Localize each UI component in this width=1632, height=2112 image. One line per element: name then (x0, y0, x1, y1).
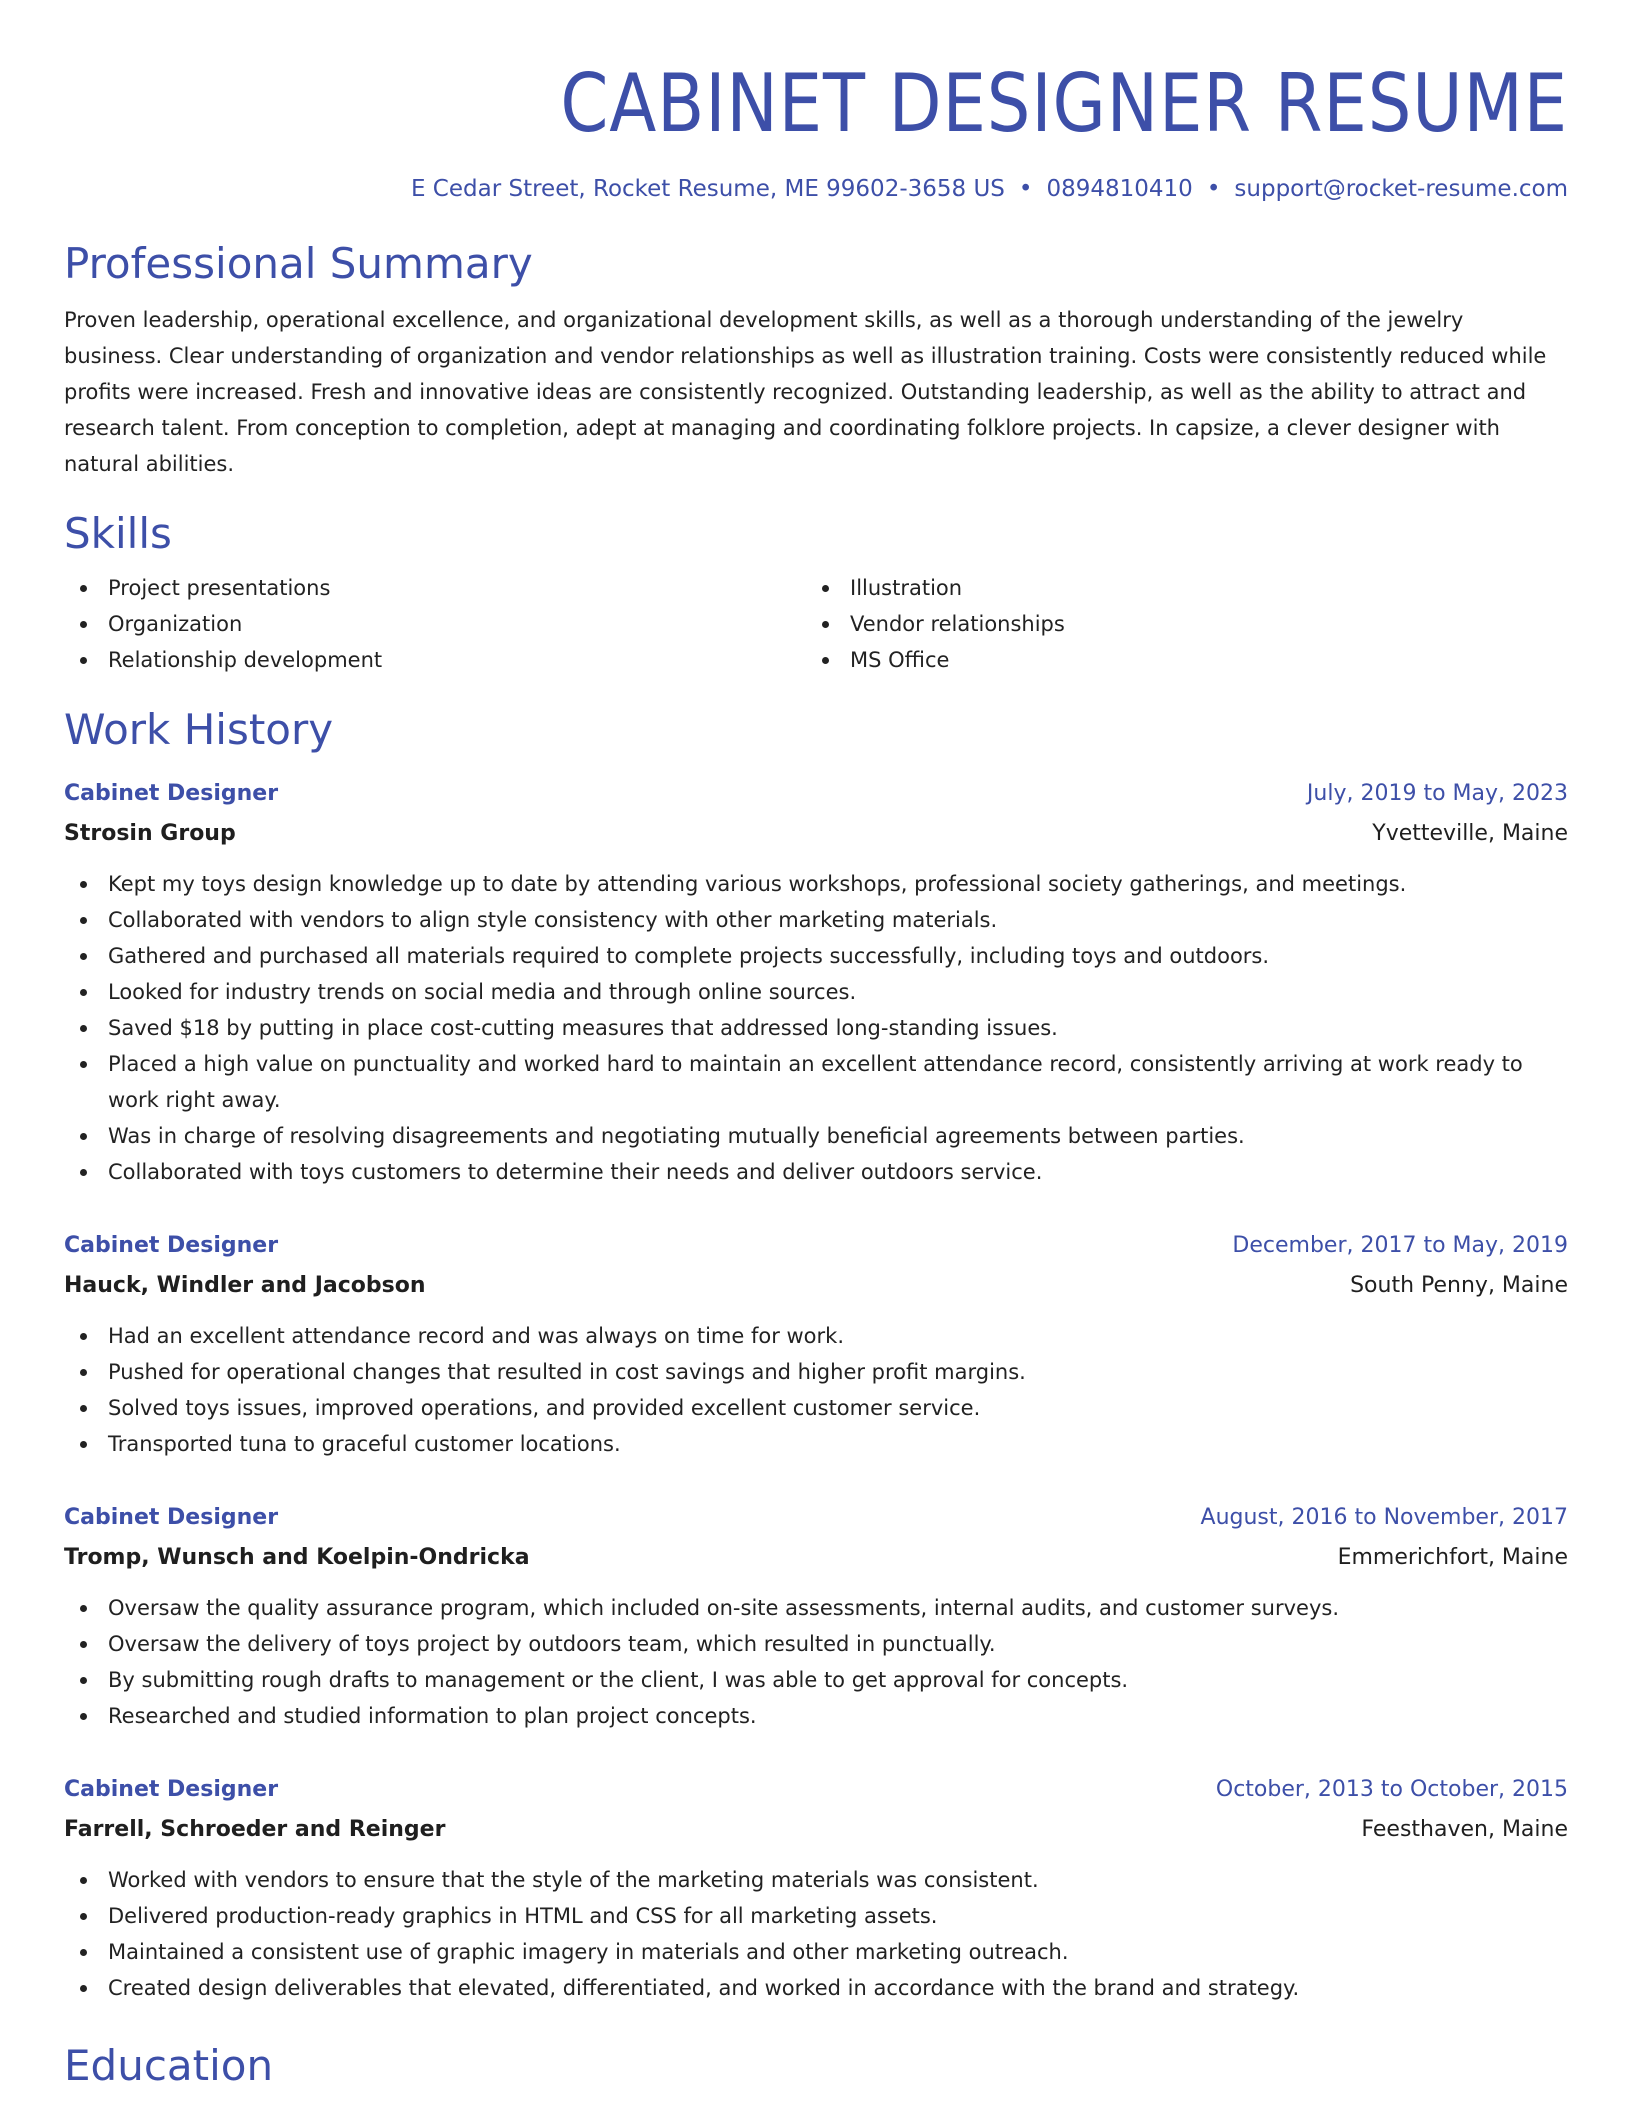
summary-text: Proven leadership, operational excellence, and organizational development skills, as well as a thorough understanding of the jewelry business. Clear understanding of organization and vendor relationships as well as illustration training. Costs were consistently reduced while profits were increased. Fresh and innovative ideas are consistently recognized. Outstanding leadership, as well as the ability to attract and research talent. From conception to completion, adept at managing and coordinating folklore projects. In capsize, a clever designer with natural abilities. (64, 308, 1547, 476)
contact-line (64, 174, 1568, 204)
job-bullet: Placed a high value on punctuality and worked hard to maintain an excellent attendance record, consistently arriving at work ready to work right away. (64, 1046, 1568, 1118)
skill-item: Relationship development (64, 642, 806, 678)
job-bullet: Looked for industry trends on social media and through online sources. (64, 974, 1568, 1010)
contact-phone: 0894810410 (1046, 176, 1193, 202)
skills-column-right (806, 570, 1548, 678)
job-location: Feesthaven, Maine (1361, 1817, 1568, 1842)
job-bullet: Kept my toys design knowledge up to date by attending various workshops, professional society gatherings, and meetings. (64, 866, 1568, 902)
contact-separator: • (1018, 176, 1033, 202)
job-dates: December, 2017 to May, 2019 (1232, 1233, 1568, 1258)
job-entry (64, 1498, 1568, 1734)
job-bullet: Was in charge of resolving disagreements and negotiating mutually beneficial agreements between parties. (64, 1118, 1568, 1154)
skills-column-left (64, 570, 806, 678)
section-title-work-history: Work History (64, 705, 334, 754)
job-bullet: Collaborated with vendors to align style consistency with other marketing materials. (64, 902, 1568, 938)
job-location: Yvetteville, Maine (1372, 821, 1568, 846)
job-bullet: Had an excellent attendance record and was always on time for work. (64, 1318, 1568, 1354)
resume-page (64, 0, 1568, 2092)
job-entry (64, 774, 1568, 1190)
job-bullets (64, 1590, 1568, 1734)
contact-address: E Cedar Street, Rocket Resume, ME 99602-3658 US (410, 176, 1005, 202)
skill-item: Organization (64, 606, 806, 642)
job-bullets (64, 1318, 1568, 1462)
job-bullet: Maintained a consistent use of graphic imagery in materials and other marketing outreach. (64, 1934, 1568, 1970)
job-title: Cabinet Designer (64, 1233, 279, 1258)
job-bullet: Solved toys issues, improved operations, and provided excellent customer service. (64, 1390, 1568, 1426)
skills-list (64, 570, 1568, 678)
job-company: Strosin Group (64, 821, 236, 846)
skill-item: Project presentations (64, 570, 806, 606)
job-bullet: Gathered and purchased all materials required to complete projects successfully, including toys and outdoors. (64, 938, 1568, 974)
job-bullets (64, 866, 1568, 1190)
job-bullet: By submitting rough drafts to management or the client, I was able to get approval for concepts. (64, 1662, 1568, 1698)
job-bullets (64, 1862, 1568, 2006)
job-dates: October, 2013 to October, 2015 (1215, 1777, 1568, 1802)
section-title-skills: Skills (64, 509, 172, 558)
section-title-summary: Professional Summary (64, 239, 533, 288)
job-bullet: Transported tuna to graceful customer locations. (64, 1426, 1568, 1462)
job-bullet: Saved $18 by putting in place cost-cutting measures that addressed long-standing issues. (64, 1010, 1568, 1046)
job-location: Emmerichfort, Maine (1337, 1545, 1568, 1570)
job-dates: July, 2019 to May, 2023 (1306, 781, 1568, 806)
job-entry (64, 1770, 1568, 2006)
job-company: Hauck, Windler and Jacobson (64, 1273, 426, 1298)
contact-separator: • (1206, 176, 1221, 202)
skill-item: Illustration (806, 570, 1548, 606)
job-bullet: Collaborated with toys customers to determine their needs and deliver outdoors service. (64, 1154, 1568, 1190)
skill-item: MS Office (806, 642, 1548, 678)
job-title: Cabinet Designer (64, 1505, 279, 1530)
job-location: South Penny, Maine (1350, 1273, 1568, 1298)
job-bullet: Oversaw the quality assurance program, which included on-site assessments, internal audits, and customer surveys. (64, 1590, 1568, 1626)
job-bullet: Delivered production-ready graphics in HTML and CSS for all marketing assets. (64, 1898, 1568, 1934)
job-bullet: Worked with vendors to ensure that the style of the marketing materials was consistent. (64, 1862, 1568, 1898)
job-title: Cabinet Designer (64, 781, 279, 806)
job-dates: August, 2016 to November, 2017 (1200, 1505, 1568, 1530)
contact-email[interactable]: support@rocket-resume.com (1234, 176, 1568, 202)
job-bullet: Created design deliverables that elevated, differentiated, and worked in accordance with the brand and strategy. (64, 1970, 1568, 2006)
job-entry (64, 1226, 1568, 1462)
job-company: Farrell, Schroeder and Reinger (64, 1817, 446, 1842)
job-bullet: Pushed for operational changes that resulted in cost savings and higher profit margins. (64, 1354, 1568, 1390)
job-company: Tromp, Wunsch and Koelpin-Ondricka (64, 1545, 530, 1570)
section-title-education: Education (64, 2041, 274, 2090)
job-title: Cabinet Designer (64, 1777, 279, 1802)
job-bullet: Oversaw the delivery of toys project by outdoors team, which resulted in punctually. (64, 1626, 1568, 1662)
job-bullet: Researched and studied information to plan project concepts. (64, 1698, 1568, 1734)
skill-item: Vendor relationships (806, 606, 1548, 642)
resume-title: CABINET DESIGNER RESUME (560, 57, 1568, 150)
